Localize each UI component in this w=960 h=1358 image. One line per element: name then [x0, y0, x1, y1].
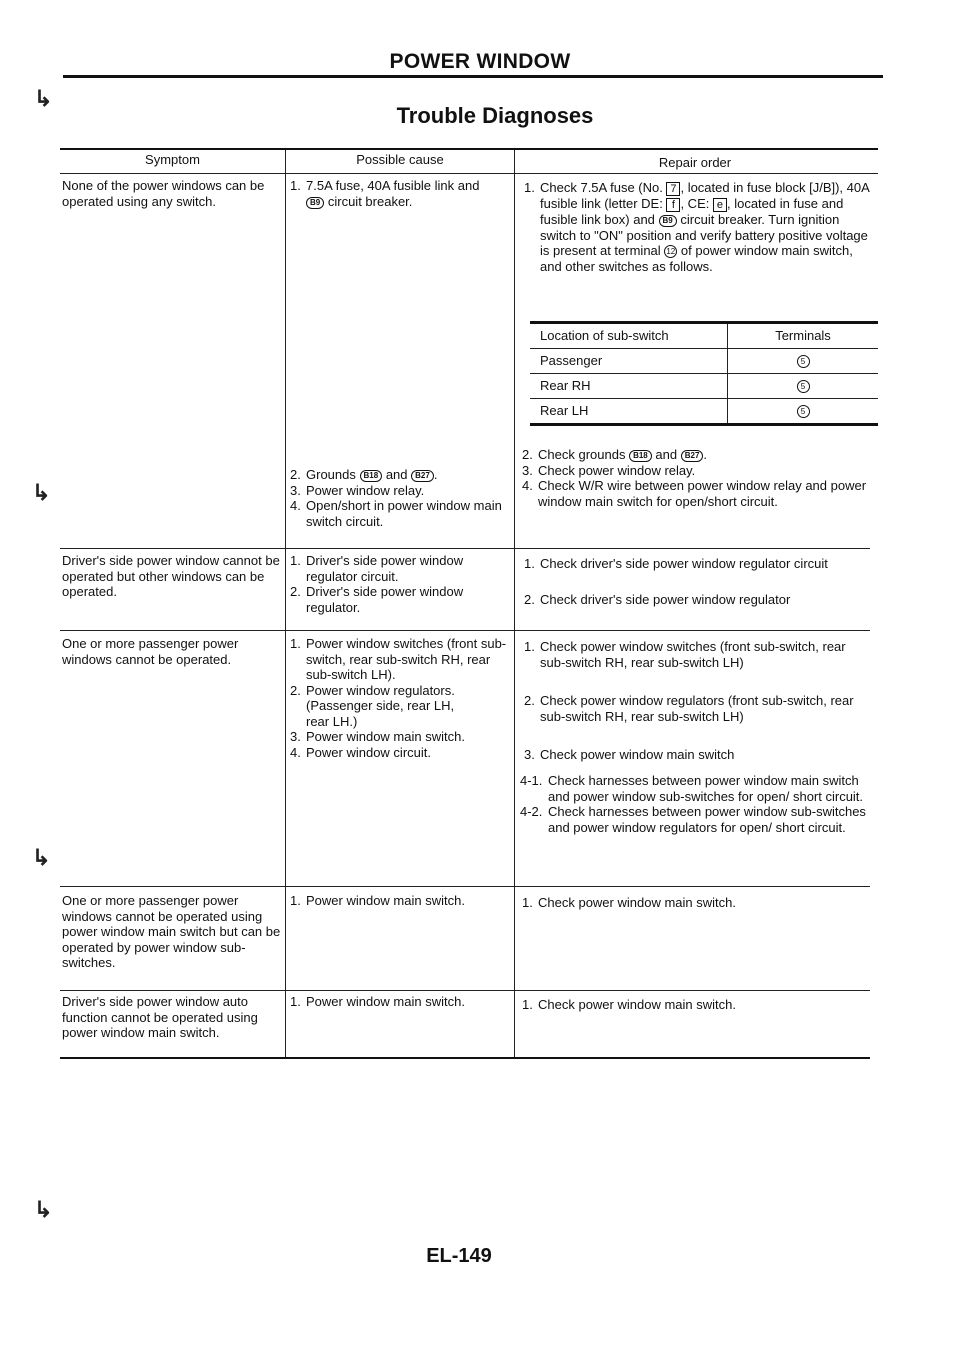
subtable-header: Terminals [728, 324, 879, 348]
connector-icon: B27 [411, 470, 434, 482]
page-subtitle: Trouble Diagnoses [396, 103, 594, 128]
header-rule [60, 173, 878, 174]
terminal-icon: 5 [797, 405, 810, 418]
symptom-cell: Driver's side power window auto function cannot be operated using power window main switch. [62, 994, 258, 1040]
cause-item: 1. Power window switches (front sub-switch, rear sub-switch RH, rear sub-switch LH). 2. Power window regulators. (Passenger side, rear LH, rear LH.) 3. Power window main switch. 4. Power window circuit. [290, 636, 507, 760]
subtable-location: Rear LH [530, 398, 728, 423]
subtable-header: Location of sub-switch [530, 324, 728, 348]
repair-item: 1. Check driver's side power window regulator circuit 2. Check driver's side power window regulator [524, 556, 828, 607]
row-separator [60, 990, 870, 991]
symptom-cell: None of the power windows can be operated using any switch. [62, 178, 265, 209]
row-separator [60, 886, 870, 887]
repair-item: 1. Check power window main switch. [522, 895, 736, 910]
repair-item: 1. Check power window main switch. [522, 997, 736, 1012]
cause-item: 1. Driver's side power window regulator circuit. 2. Driver's side power window regulator. [290, 553, 464, 615]
subtable-location: Rear RH [530, 373, 728, 398]
repair-item: 2. Check grounds B18 and B27 . 3. Check power window relay. 4. Check W/R wire between power window relay and power window main switch for open/short circuit. [522, 447, 867, 509]
page-number: EL-149 [426, 1245, 492, 1267]
subtable-location: Passenger [530, 348, 728, 373]
terminal-icon: 5 [797, 380, 810, 393]
connector-icon: B27 [681, 450, 704, 462]
cause-item: 1. 7.5A fuse, 40A fusible link and B9 circuit breaker. [290, 178, 480, 209]
corner-mark: ↳ [34, 1197, 53, 1222]
repair-item: 1. Check 7.5A fuse (No. 7 , located in fuse block [J/B]), 40A fusible link (letter DE: f , CE: e , located in fuse and fusible link box) and B9 circuit breaker. Turn ignition switch to "ON" position and verify battery positive voltage is present at terminal 12 of power window main switch, and other switches as follows. [524, 180, 870, 274]
terminal-icon: 5 [797, 355, 810, 368]
symptom-cell: One or more passenger power windows cannot be operated. [62, 636, 239, 667]
col-header-symptom: Symptom [145, 152, 200, 167]
connector-icon: B9 [659, 215, 677, 227]
corner-mark: ↳ [32, 845, 51, 870]
sub-switch-table [530, 321, 878, 426]
corner-mark: ↳ [32, 480, 51, 505]
fuse-number-box: 7 [666, 182, 680, 196]
subtitle-rule [60, 148, 878, 150]
fusible-link-box: e [713, 198, 727, 212]
repair-item: 1. Check power window switches (front sub-switch, rear sub-switch RH, rear sub-switch LH) 2. Check power window regulators (front sub-switch, rear sub-switch RH, rear sub-switch LH) 3. Check power window main switch [524, 639, 854, 762]
cause-item: 1. Power window main switch. [290, 994, 465, 1009]
repair-item: 4-1. Check harnesses between power window main switch and power window sub-switches for open/ short circuit. 4-2. Check harnesses between power window sub-switches and power window regulators for open/ short circuit. [520, 773, 866, 835]
row-separator [60, 548, 870, 549]
col-header-cause: Possible cause [356, 152, 444, 167]
fusible-link-box: f [666, 198, 680, 212]
title-rule [63, 75, 883, 78]
col-header-repair: Repair order [658, 155, 732, 170]
row-separator [60, 630, 870, 631]
table-bottom-rule [60, 1057, 870, 1059]
terminal-icon: 12 [664, 245, 677, 258]
symptom-cell: Driver's side power window cannot be operated but other windows can be operated. [62, 553, 280, 599]
cause-item: 1. Power window main switch. [290, 893, 465, 908]
connector-icon: B18 [360, 470, 383, 482]
corner-mark: ↳ [34, 86, 53, 111]
connector-icon: B18 [629, 450, 652, 462]
connector-icon: B9 [306, 197, 324, 209]
column-divider [285, 150, 286, 1057]
symptom-cell: One or more passenger power windows cannot be operated using power window main switch but can be operated by power window sub-switches. [62, 893, 281, 970]
cause-item: 2. Grounds B18 and B27 . 3. Power window relay. 4. Open/short in power window main switch circuit. [290, 467, 502, 529]
page-section-title: POWER WINDOW [389, 50, 571, 73]
